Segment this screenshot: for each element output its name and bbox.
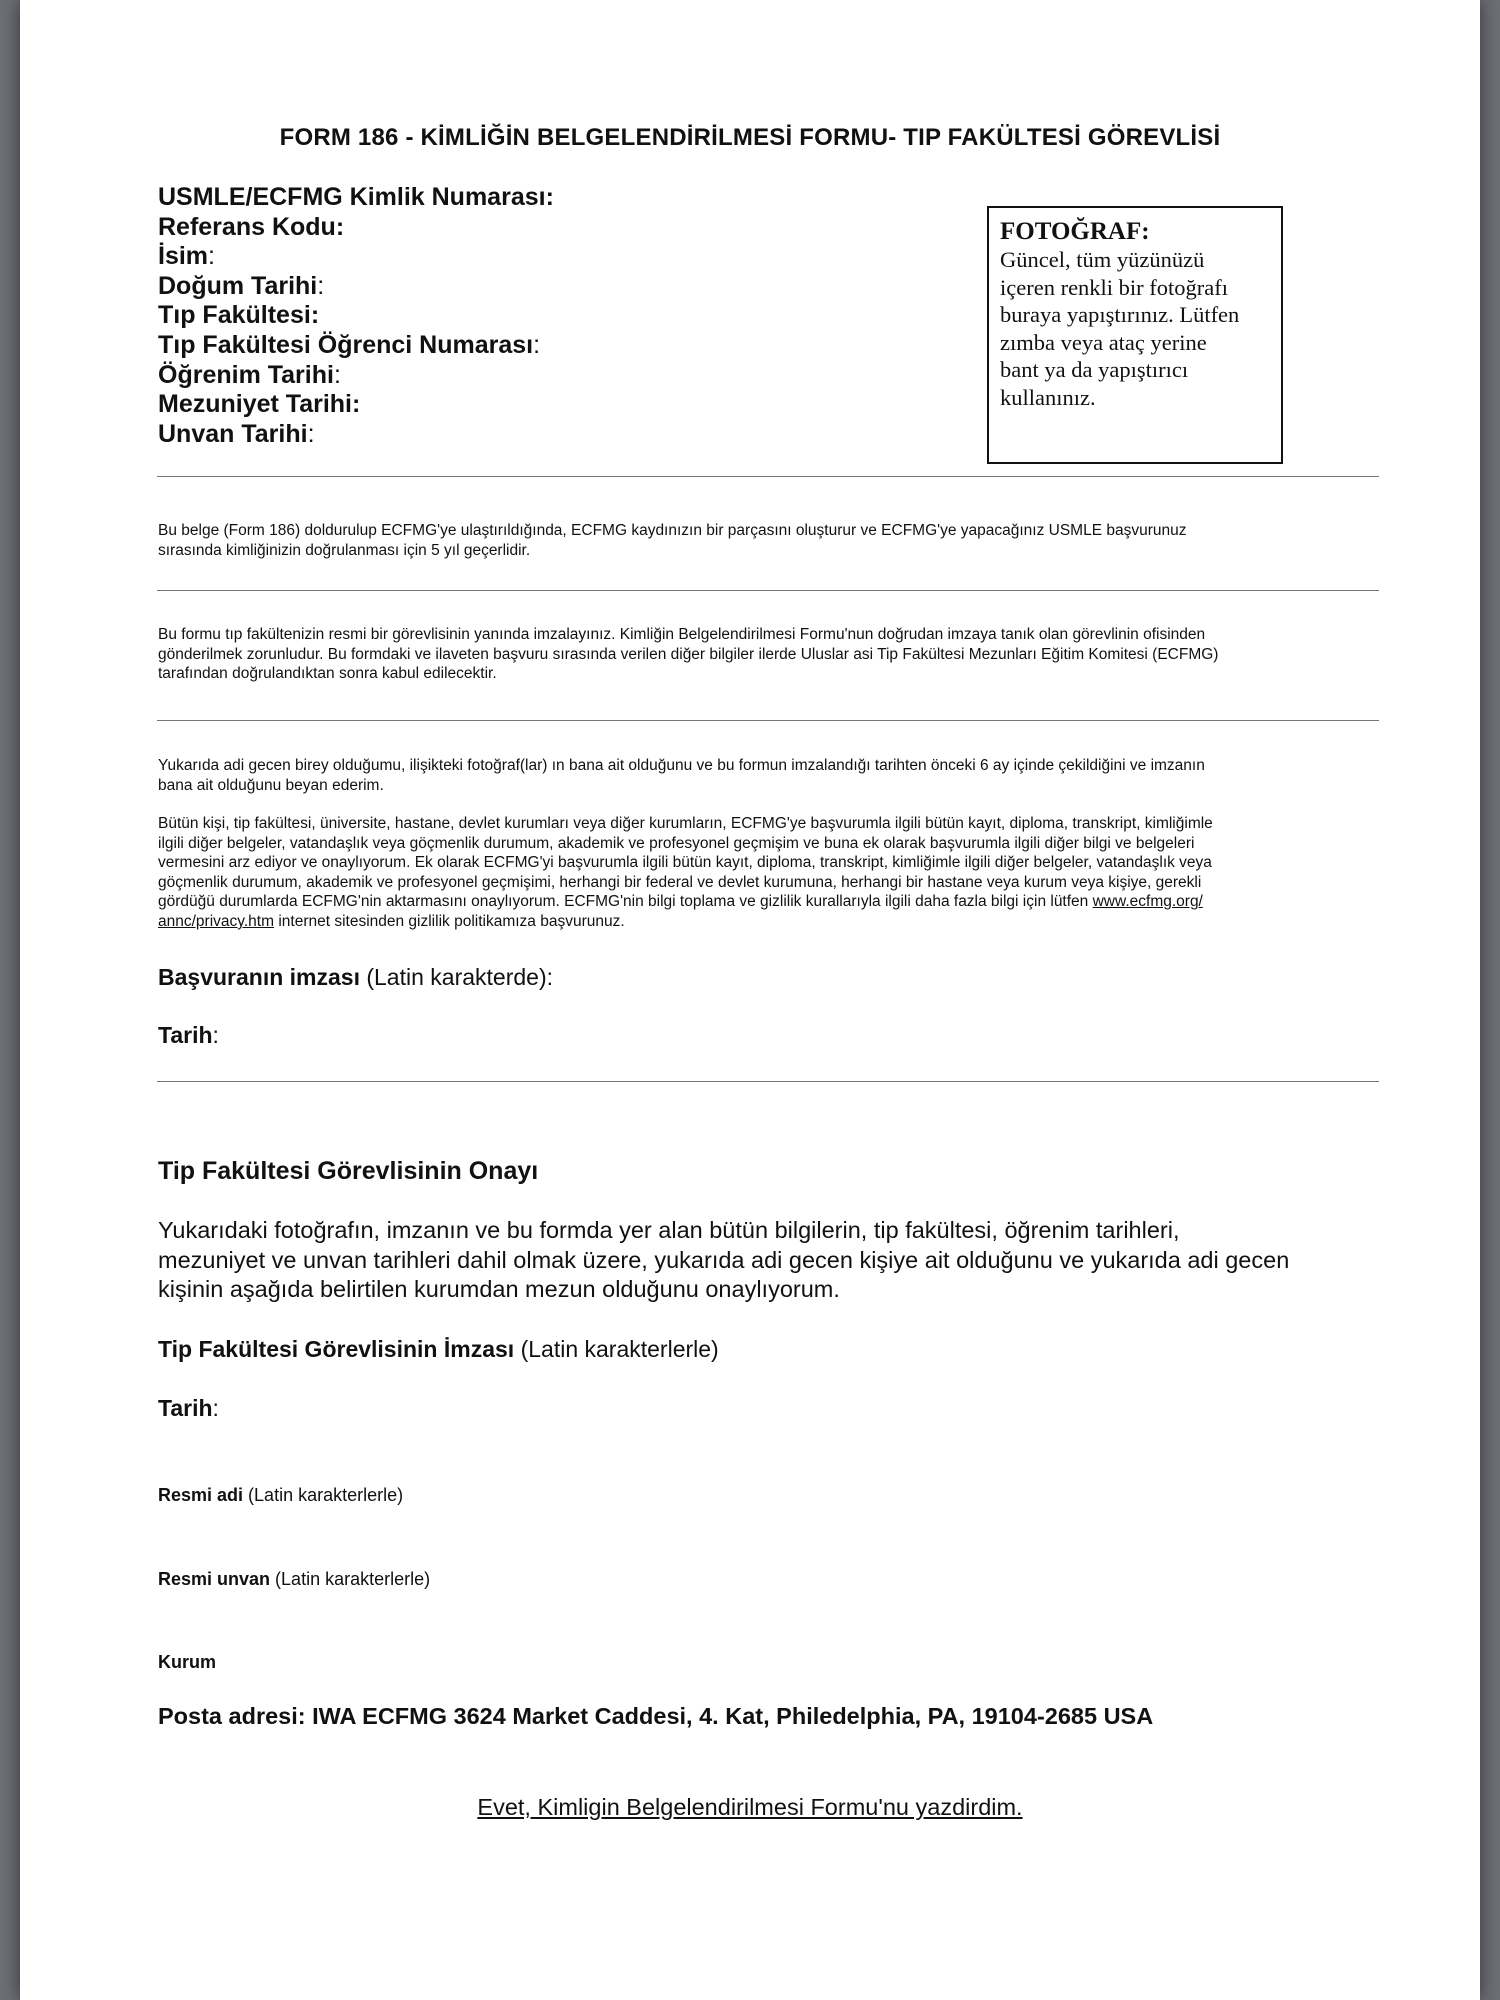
field-birth-date [158,272,554,302]
field-colon: : [310,301,320,330]
applicant-fields [158,183,554,449]
field-label: Öğrenim Tarihi [158,360,334,389]
field-colon: : [545,183,554,211]
photo-line: kullanınız. [1000,384,1096,410]
field-medical-school [158,301,554,331]
photo-line: içeren renkli bir fotoğrafı [1000,274,1229,300]
privacy-link[interactable]: www.ecfmg.org/ [1092,893,1203,911]
field-usmle-id [158,183,554,213]
field-colon: : [317,271,325,300]
mailing-address: Posta adresi: IWA ECFMG 3624 Market Caddesi, 4. Kat, Philedelphia, PA, 19104-2685 USA [158,1703,1154,1729]
paragraph-line: Yukarıda adi gecen birey olduğumu, ilişikteki fotoğraf(lar) ın bana ait olduğunu ve bu formun imzalandığı tarihten önceki 6 ay içinde çekildiğini ve imzanın [158,757,1205,774]
official-signature-note: (Latin karakterlerle) [514,1336,719,1362]
signing-instructions-paragraph [158,625,1358,684]
photo-line: Güncel, tüm yüzünüzü [1000,247,1205,272]
declaration-paragraph [158,756,1358,795]
paragraph-line [158,912,1358,932]
field-label: Referans Kodu [158,212,336,241]
institution-label [158,1652,216,1673]
paragraph-line: vermesini arz ediyor ve onaylıyorum. Ek olarak ECFMG'yi başvurumla ilgili bütün kayıt, diploma, transkript, kimliğimle ilgili diğer belgeler, vatandaşlık veya [158,854,1212,872]
field-label: USMLE/ECFMG Kimlik Numarası [158,183,546,211]
official-section-title: Tip Fakültesi Görevlisinin Onayı [158,1157,539,1185]
institution-label-text: Kurum [158,1652,216,1672]
divider [157,720,1379,721]
official-date-label [158,1395,219,1422]
authorization-paragraph [158,814,1358,932]
form-page [20,0,1480,2000]
applicant-date-label [158,1022,219,1049]
official-name-note: (Latin karakterlerle) [243,1485,404,1505]
field-degree-date [158,420,554,450]
photo-line: buraya yapıştırınız. Lütfen [1000,302,1240,327]
field-colon: : [352,390,361,419]
field-reference-code [158,213,554,243]
official-title-label [158,1569,430,1590]
official-title-bold: Resmi unvan [158,1569,271,1589]
paragraph-line: Bütün kişi, tip fakültesi, üniversite, hastane, devlet kurumları veya diğer kurumların, ECFMG'ye başvurumla ilgili bütün kayıt, diploma, transkript, kimliğimle [158,815,1213,832]
applicant-signature-bold: Başvuranın imzası [158,964,360,990]
paragraph-line: sırasında kimliğinizin doğrulanması için 5 yıl geçerlidir. [158,541,531,559]
paragraph-line: mezuniyet ve unvan tarihleri dahil olmak üzere, yukarıda adi gecen kişiye ait olduğunu ve yukarıda adi gecen [158,1246,1290,1273]
divider [157,1081,1379,1082]
date-colon: : [212,1395,219,1421]
paragraph-line: Bu formu tıp fakültenizin resmi bir görevlisinin yanında imzalayınız. Kimliğin Belgelendirilmesi Formu'nun doğrudan imzaya tanık olan görevlinin ofisinden [158,626,1206,643]
field-colon: : [333,360,341,389]
field-name [158,242,554,272]
field-colon: : [533,330,541,359]
paragraph-line: tarafından doğrulandıktan sonra kabul edilecektir. [158,665,497,683]
paragraph-line [158,892,1358,912]
official-signature-bold: Tip Fakültesi Görevlisinin İmzası [158,1336,515,1362]
paragraph-line: Yukarıdaki fotoğrafın, imzanın ve bu formda yer alan bütün bilgilerin, tip fakültesi, öğrenim tarihleri, [158,1217,1180,1243]
field-attendance-dates [158,361,554,391]
photo-line: bant ya da yapıştırıcı [1000,357,1189,382]
applicant-signature-note: (Latin karakterde): [359,964,553,990]
photo-instructions [1000,246,1271,411]
divider [157,590,1379,591]
paragraph-line: Bu belge (Form 186) doldurulup ECFMG'ye ulaştırıldığında, ECFMG kaydınızın bir parçasını oluşturur ve ECFMG'ye yapacağınız USMLE başvurunuz [158,522,1187,539]
date-label: Tarih [158,1022,213,1048]
field-label: Unvan Tarihi [158,419,308,448]
applicant-signature-label [158,964,553,991]
privacy-link[interactable]: annc/privacy.htm [158,912,275,930]
paragraph-line: göçmenlik durumum, akademik ve profesyonel geçmişimi, herhangi bir federal ve devlet kurumuna, herhangi bir hastane veya kurum veya kişiye, gerekli [158,873,1202,891]
divider [157,476,1379,477]
official-confirmation-text [158,1216,1378,1305]
field-colon: : [307,419,315,448]
field-label: İsim [158,242,209,271]
date-label: Tarih [158,1395,213,1421]
date-colon: : [212,1022,219,1048]
form-title: FORM 186 - KİMLİĞİN BELGELENDİRİLMESİ FORMU- TIP FAKÜLTESİ GÖREVLİSİ [279,124,1221,151]
official-title-note: (Latin karakterlerle) [270,1569,431,1589]
field-colon: : [208,242,215,271]
field-student-number [158,331,554,361]
field-graduation-date [158,390,554,420]
official-name-bold: Resmi adi [158,1485,244,1505]
paragraph-line: bana ait olduğunu beyan ederim. [158,776,384,794]
paragraph-line: gönderilmek zorunludur. Bu formdaki ve ilaveten başvuru sırasında verilen diğer bilgiler ilerde Uluslar asi Tip Fakültesi Mezunları Eğitim Komitesi (ECFMG) [158,645,1219,663]
field-label: Tıp Fakültesi [158,301,311,330]
paragraph-text: gördüğü durumlarda ECFMG'nin aktarmasını onaylıyorum. ECFMG'nin bilgi toplama ve gizlilik kurallarıyla ilgili daha fazla bilgi için lütfen [158,893,1089,911]
photo-title: FOTOĞRAF: [1000,218,1150,245]
photo-line: zımba veya ataç yerine [1000,329,1207,355]
paragraph-text: internet sitesinden gizlilik politikamıza başvurunuz. [274,912,625,930]
paragraph-line: kişinin aşağıda belirtilen kurumdan mezun olduğunu onaylıyorum. [158,1276,840,1302]
field-label: Doğum Tarihi [158,271,318,300]
official-name-label [158,1485,403,1506]
field-label: Mezuniyet Tarihi [158,390,353,419]
validity-paragraph [158,521,1358,560]
field-colon: : [335,212,345,241]
official-signature-label [158,1336,719,1363]
print-confirm-link[interactable]: Evet, Kimligin Belgelendirilmesi Formu'nu yazdirdim. [477,1794,1023,1820]
paragraph-line: ilgili diğer belgeler, vatandaşlık veya göçmenlik durumum, akademik ve profesyonel geçmişim ve buna ek olarak başvurumla ilgili diğer bilgi ve belgeleri [158,834,1195,852]
field-label: Tıp Fakültesi Öğrenci Numarası [158,330,534,359]
photo-box [987,206,1283,464]
